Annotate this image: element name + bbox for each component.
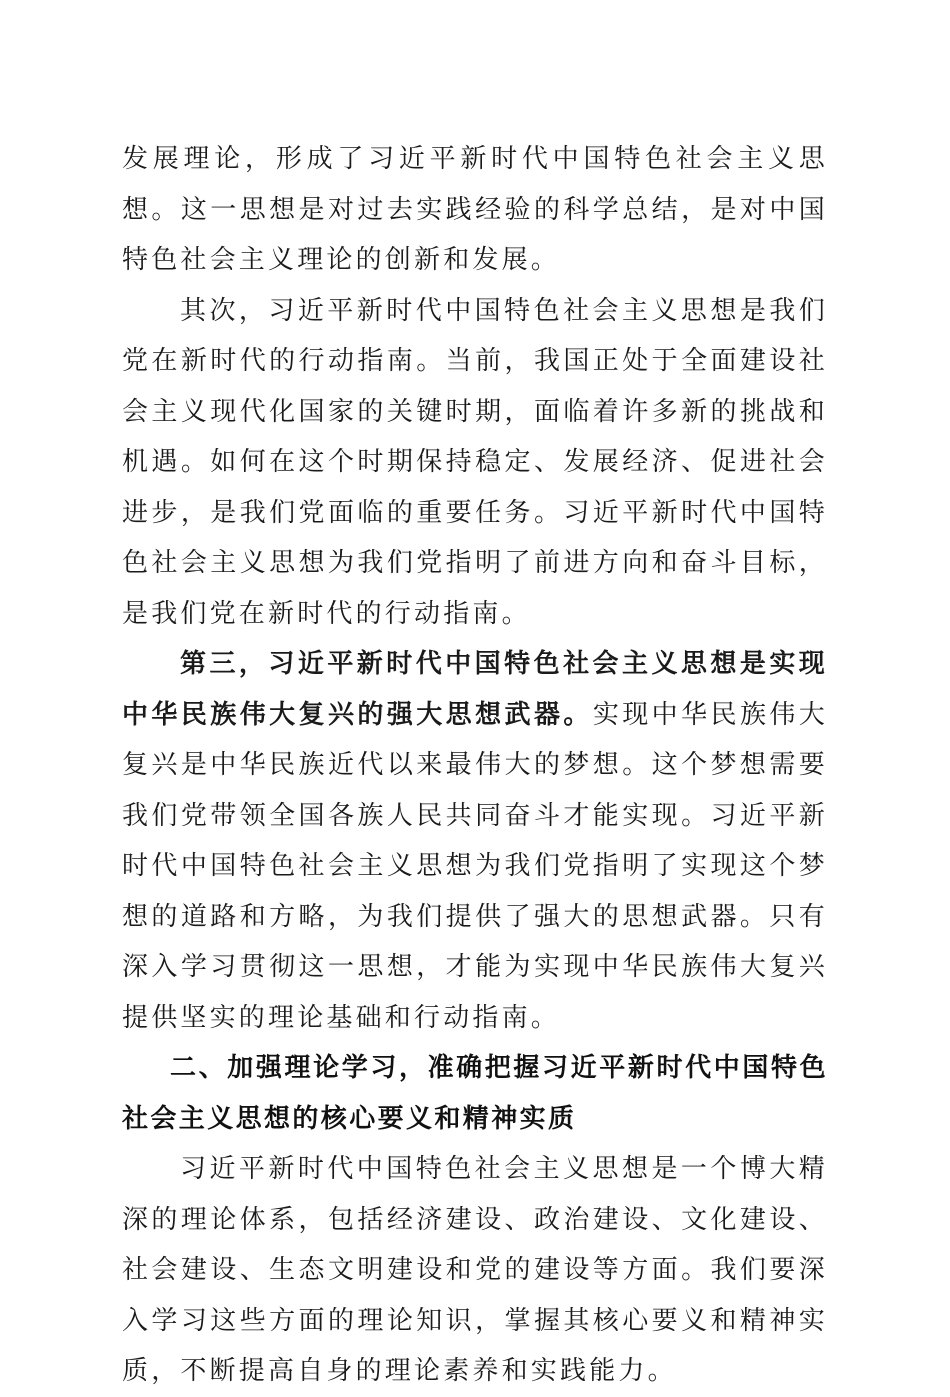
document-body	[122, 134, 828, 1397]
paragraph-second-point: 其次，习近平新时代中国特色社会主义思想是我们党在新时代的行动指南。当前，我国正处于全面建设社会主义现代化国家的关键时期，面临着许多新的挑战和机遇。如何在这个时期保持稳定、发展经济、促进社会进步，是我们党面临的重要任务。习近平新时代中国特色社会主义思想为我们党指明了前进方向和奋斗目标，是我们党在新时代的行动指南。	[122, 295, 828, 629]
paragraph-body-text: 实现中华民族伟大复兴是中华民族近代以来最伟大的梦想。这个梦想需要我们党带领全国各族人民共同奋斗才能实现。习近平新时代中国特色社会主义思想为我们党指明了实现这个梦想的道路和方略，为我们提供了强大的思想武器。只有深入学习贯彻这一思想，才能为实现中华民族伟大复兴提供坚实的理论基础和行动指南。	[122, 699, 828, 1033]
section-heading: 二、加强理论学习，准确把握习近平新时代中国特色社会主义思想的核心要义和精神实质	[122, 1053, 828, 1134]
paragraph-lead-sentence: 第三，习近平新时代中国特色社会主义思想是实现中华民族伟大复兴的强大思想武器。	[122, 649, 828, 730]
paragraph-section-intro: 习近平新时代中国特色社会主义思想是一个博大精深的理论体系，包括经济建设、政治建设、文化建设、社会建设、生态文明建设和党的建设等方面。我们要深入学习这些方面的理论知识，掌握其核心要义和精神实质，不断提高自身的理论素养和实践能力。	[122, 1154, 828, 1386]
paragraph-continuation: 发展理论，形成了习近平新时代中国特色社会主义思想。这一思想是对过去实践经验的科学总结，是对中国特色社会主义理论的创新和发展。	[122, 144, 828, 275]
paragraph-third-point	[122, 639, 828, 1043]
